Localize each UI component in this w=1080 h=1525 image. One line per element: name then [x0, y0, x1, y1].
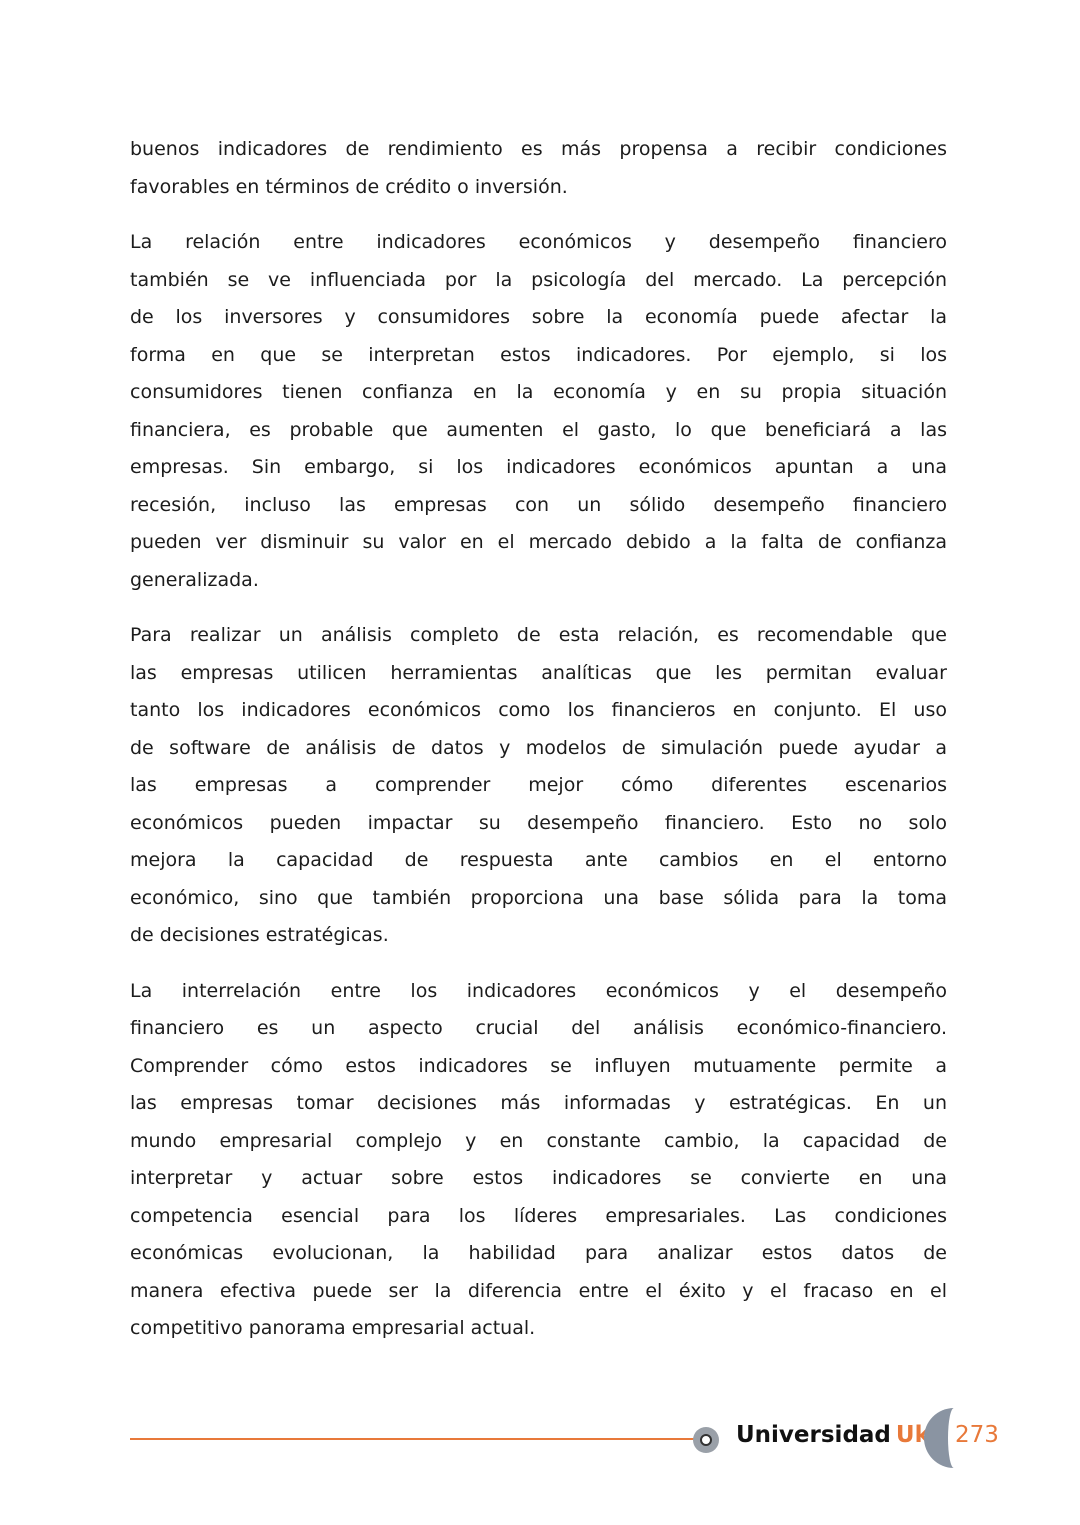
text-line: mundo empresarial complejo y en constante cambio, la capacidad de	[130, 1129, 947, 1152]
text-line: las empresas utilicen herramientas analíticas que les permitan evaluar	[130, 661, 947, 684]
text-line: empresas. Sin embargo, si los indicadores económicos apuntan a una	[130, 456, 947, 478]
text-line: las empresas tomar decisiones más informadas y estratégicas. En un	[130, 1092, 947, 1114]
logo-circle-icon	[693, 1427, 719, 1453]
page-body	[130, 131, 947, 1366]
text-line: de los inversores y consumidores sobre la economía puede afectar la	[130, 306, 947, 328]
text-line: financiera, es probable que aumenten el gasto, lo que beneficiará a las	[130, 418, 947, 441]
page-number: 273	[955, 1422, 999, 1448]
text-line: recesión, incluso las empresas con un sólido desempeño financiero	[130, 493, 947, 516]
paragraph	[130, 131, 947, 206]
text-line: Para realizar un análisis completo de esta relación, es recomendable que	[130, 624, 947, 646]
text-line: económicos pueden impactar su desempeño financiero. Esto no solo	[130, 811, 947, 834]
footer-divider	[130, 1438, 695, 1440]
paragraph	[130, 617, 947, 955]
text-line: competencia esencial para los líderes empresariales. Las condiciones	[130, 1204, 947, 1227]
text-line: de decisiones estratégicas.	[130, 924, 389, 946]
brand-name: Universidad	[736, 1422, 891, 1448]
text-line: también se ve influenciada por la psicología del mercado. La percepción	[130, 268, 947, 291]
paragraph	[130, 224, 947, 599]
footer-brand	[736, 1422, 930, 1448]
text-line: mejora la capacidad de respuesta ante cambios en el entorno	[130, 849, 947, 871]
text-line: generalizada.	[130, 568, 259, 591]
text-line: interpretar y actuar sobre estos indicadores se convierte en una	[130, 1167, 947, 1189]
text-line: forma en que se interpretan estos indicadores. Por ejemplo, si los	[130, 343, 947, 366]
text-line: favorables en términos de crédito o inversión.	[130, 175, 568, 198]
brand-accent: Uk	[895, 1422, 930, 1448]
text-line: La interrelación entre los indicadores económicos y el desempeño	[130, 979, 947, 1002]
text-line: económico, sino que también proporciona una base sólida para la toma	[130, 886, 947, 909]
text-line: financiero es un aspecto crucial del análisis económico-financiero.	[130, 1017, 947, 1039]
text-line: las empresas a comprender mejor cómo diferentes escenarios	[130, 774, 947, 796]
text-line: Comprender cómo estos indicadores se influyen mutuamente permite a	[130, 1054, 947, 1077]
paragraph	[130, 973, 947, 1348]
text-line: tanto los indicadores económicos como los financieros en conjunto. El uso	[130, 699, 947, 721]
text-line: pueden ver disminuir su valor en el mercado debido a la falta de confianza	[130, 531, 947, 553]
text-line: consumidores tienen confianza en la economía y en su propia situación	[130, 381, 947, 403]
text-line: La relación entre indicadores económicos y desempeño financiero	[130, 231, 947, 253]
text-line: de software de análisis de datos y modelos de simulación puede ayudar a	[130, 736, 947, 759]
text-line: manera efectiva puede ser la diferencia entre el éxito y el fracaso en el	[130, 1279, 947, 1302]
text-line: competitivo panorama empresarial actual.	[130, 1317, 536, 1339]
text-line: buenos indicadores de rendimiento es más propensa a recibir condiciones	[130, 138, 947, 160]
text-line: económicas evolucionan, la habilidad para analizar estos datos de	[130, 1242, 947, 1264]
